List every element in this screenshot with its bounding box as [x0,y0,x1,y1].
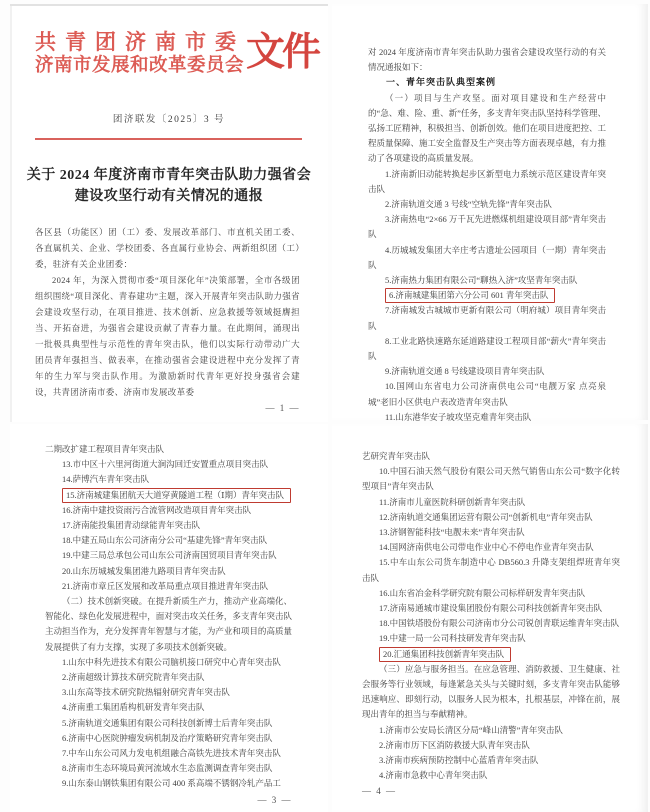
list-item: 11.山东港华安子坡攻坚克难青年突击队 [385,411,532,422]
continuation-paragraph: 各区县（功能区）团（工）委、发展改革部门、市直机关团工委、各直属机关、企业、学校团委、各直属行业协会、两新组织团（工）委，驻济有关企业团委： [35,227,300,269]
list-item [45,488,292,503]
page-2 [332,4,648,420]
list-item: 18.中国铁塔股份有限公司济南市分公司锐创青联运维青年突击队 [379,618,620,629]
document-title [10,165,328,207]
list-item: 21.济南市章丘区发展和改革局重点项目推进青年突击队 [62,580,269,591]
list-item: 14.国网济南供电公司带电作业中心不停电作业青年突击队 [379,542,594,553]
list-item: 8.济南市生态环境局黄河流域水生态监测调查青年突击队 [62,763,273,774]
list-item: 18.中建五局山东公司济南分公司“基建先锋”青年突击队 [62,535,268,546]
list-item: 20.山东历城城发集团港九路项目青年突击队 [62,565,226,576]
list-item: 5.济南轨道交通集团有限公司科技创新博士后青年突击队 [62,717,273,728]
list-item: 7.中车山东公司风力发电机组融合高铁先进技术青年突击队 [62,748,281,759]
page-2-body [368,45,606,440]
list-item: 10.国网山东省电力公司济南供电公司“电靓万家 点亮泉城”老旧小区供电户表改造青年突击队 [368,381,606,407]
file-label: 文件 [245,31,318,74]
list-item: 6.济南中心医院肿瘤发病机制及治疗策略研究青年突击队 [62,732,273,743]
list-item: 4.济南重工集团盾构机研发青年突击队 [62,702,205,713]
continuation-paragraph: 艺研究青年突击队 [362,451,431,461]
list-item: 2.济南市历下区消防救援大队青年突击队 [379,739,530,750]
list-item: 10.中国石油天然气股份有限公司天然气销售山东公司“数字化转型项目”青年突击队 [362,466,620,492]
list-item: 19.中建一局一公司科技研发青年突击队 [379,633,526,644]
page-4-body [362,449,620,783]
list-item: 1.济南新旧动能转换起步区新型电力系统示范区建设青年突击队 [368,168,606,194]
issuer-line-2: 济南市发展和改革委员会 [35,56,245,76]
page-1 [10,4,328,422]
list-item: 7.济南城发古城城市更新有限公司（明府城）项目青年突击队 [368,305,606,331]
list-item: 15.中车山东公司货车制造中心 DB560.3 升降支架组焊班青年突击队 [362,557,620,583]
list-item: 5.济南热力集团有限公司“聊热入济”攻坚青年突击队 [385,275,578,286]
red-annotation-box: 20.汇通集团科技创新青年突击队 [379,647,511,662]
list-item: 16.济南中建投资雨污合流管网改造项目青年突击队 [62,504,252,515]
page-number: — 3 — [257,794,292,805]
page-4 [332,424,648,812]
list-item [362,647,620,662]
list-item [368,288,606,303]
paragraph: 2024 年，为深入贯彻市委“项目深化年”决策部署，全市各级团组织围绕“项目深化、青春建功”主题，深入开展青年突击队助力强省会建设攻坚行动，在项目推进、技术创新、应急救援等领域挺膺担当、开拓奋进，为强省会建设贡献了青春力量。在此期间，涌现出一批极具典型性与示范性的青年突击队，他们以实际行动带动广大团员青年强担当、做表率，在推动强省会建设进程中充分发挥了青年的生力军与突击队作用。为激励新时代青年更好投身强省会建设，共青团济南市委、济南市发展改革委 [35,275,300,397]
red-divider-rule [35,138,302,140]
list-item: 17.济南易通城市建设集团股份有限公司科技创新青年突击队 [379,603,603,614]
list-item: 19.中建三局总承包公司山东公司济南国贸项目青年突击队 [62,550,277,561]
list-item: 9.济南轨道交通 8 号线建设项目青年突击队 [385,366,545,377]
list-item: 4.历城城发集团大辛庄考古遗址公园项目（一期）青年突击队 [368,244,606,270]
paragraph: （三）应急与服务担当。在应急管理、消防救援、卫生健康、社会服务等行业领域，每逢紧急关头与关键时刻，多支青年突击队能够迅速响应、即刻行动，以服务人民为根本，扎根基层，冲锋在前，展现出青年的担当与奉献精神。 [362,663,620,720]
list-item: 13.济钢智能科技“电靓未来”青年突击队 [379,527,525,538]
paragraph: （二）技术创新突破。在提升新质生产力，推动产业高端化、智能化、绿色化发展进程中，面对突击攻关任务，多支青年突击队主动担当作为，充分发挥青年智慧与才能，为产业和项目的高质量发展提供了有力支撑，实现了多项技术创新突破。 [45,596,292,652]
list-item: 2.济南超级计算技术研究院青年突击队 [62,672,205,683]
list-item: 11.济南市儿童医院科研创新青年突击队 [379,496,526,507]
continuation-paragraph: 对 2024 年度济南市青年突击队助力强省会建设攻坚行动的有关情况通报如下： [368,47,606,73]
list-item: 16.山东省冶金科学研究院有限公司标样研发青年突击队 [379,587,586,598]
issuer-line-1: 共青团济南市委 [35,30,245,54]
list-item: 9.山东泰山钢铁集团有限公司 400 系高端不锈钢冷轧产品工 [62,778,281,789]
list-item: 1.济南市公安局长清区分局“峰山清警”青年突击队 [379,724,563,735]
page-number: — 1 — [265,403,300,413]
list-item: 3.山东高等技术研究院热辐射研究青年突击队 [62,687,230,698]
list-item: 14.萨博汽车青年突击队 [62,474,150,485]
page-3-body [45,442,292,792]
list-item: 1.山东中科先进技术有限公司脑机接口研究中心青年突击队 [62,656,281,667]
list-item: 4.济南市急救中心青年突击队 [379,770,488,781]
page-3 [10,424,328,812]
list-item: 8.工业北路快速路东延道路建设工程项目部“薪火”青年突击队 [368,335,606,362]
continuation-paragraph: 二期改扩建工程项目青年突击队 [45,444,165,454]
list-item: 2.济南轨道交通 3 号线“空轨先锋”青年突击队 [385,199,552,210]
document-number: 团济联发〔2025〕3 号 [112,115,226,125]
document-title-line-2: 建设攻坚行动有关情况的通报 [74,189,264,204]
section-heading: 一、青年突击队典型案例 [386,77,497,88]
list-item: 3.济南热电“2×66 万千瓦先进燃煤机组建设项目部”青年突击队 [368,214,606,240]
list-item: 17.济南能投集团青动绿能青年突击队 [62,520,201,531]
red-annotation-box: 6.济南城建集团第六分公司 601 青年突击队 [385,288,555,303]
list-item: 12.济南轨道交通集团运营有限公司“创新机电”青年突击队 [379,511,593,522]
list-item: 3.济南市疾病预防控制中心蓝盾青年突击队 [379,755,539,766]
letterhead [35,30,318,80]
document-title-line-1: 关于 2024 年度济南市青年突击队助力强省会 [26,168,312,183]
page-1-body [35,224,300,400]
list-item: 13.市中区十六里河街道大涧沟回迁安置重点项目突击队 [62,459,269,470]
page-number: — 4 — [362,786,397,797]
paragraph: （一）项目与生产攻坚。面对项目建设和生产经营中的“急、难、险、重、新”任务，多支青年突击队坚持科学管理、弘扬工匠精神，积极担当、创新创效。他们在项目进度把控、工程质量保障、施工安全监督及生产突击等方面表现卓越，有力推动了各项建设的高质量发展。 [368,92,607,164]
red-annotation-box: 15.济南城建集团航天大道穿黄隧道工程（Ⅰ期）青年突击队 [62,488,291,503]
